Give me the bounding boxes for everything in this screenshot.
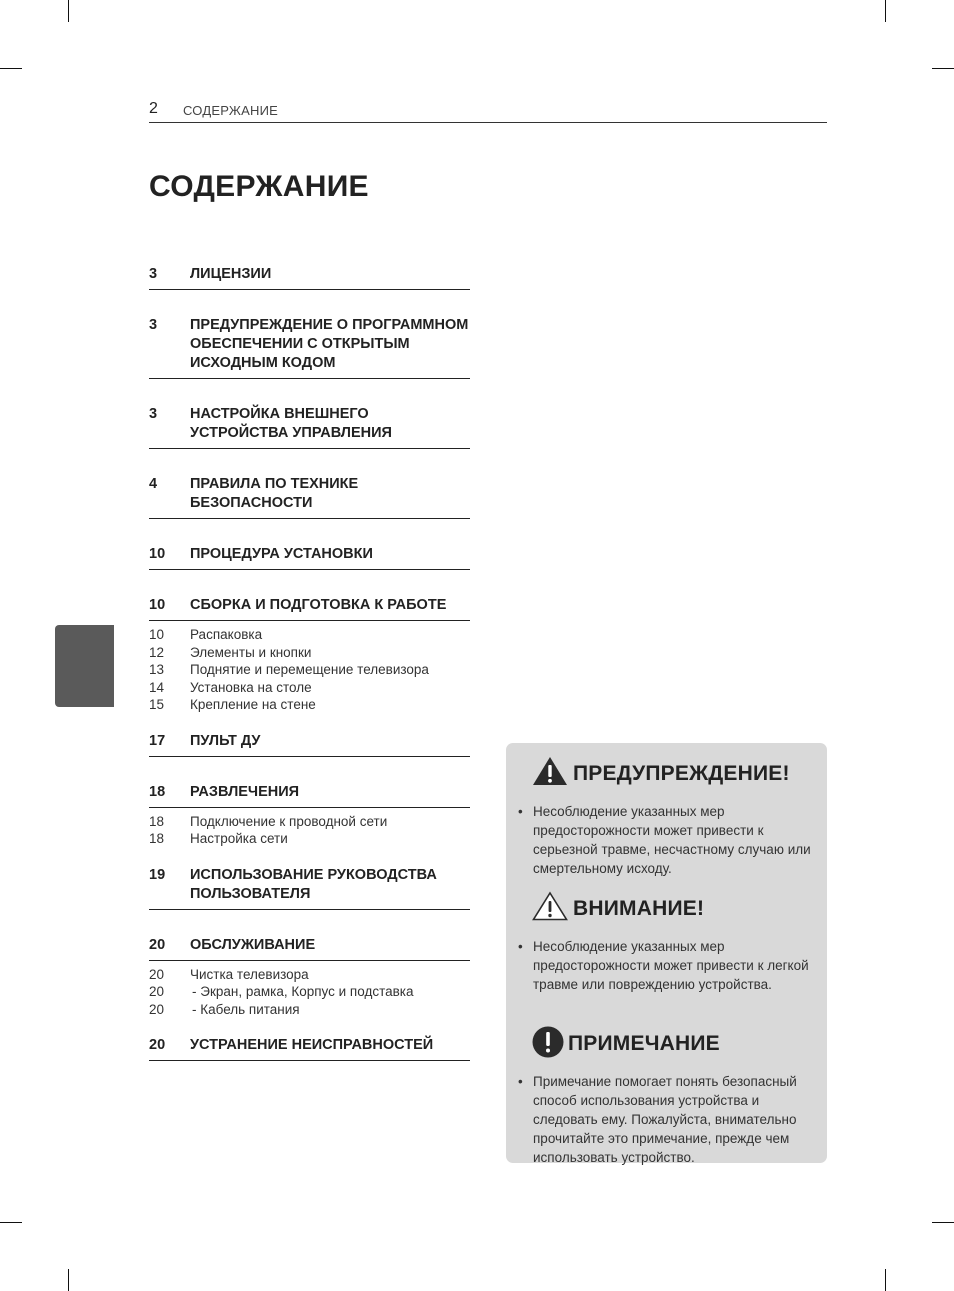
toc-sub-entry[interactable] — [149, 983, 470, 1001]
toc-entry-title: ОБСЛУЖИВАНИЕ — [190, 936, 316, 953]
toc-sub-list — [149, 961, 470, 1019]
toc-sub-page: 14 — [149, 679, 165, 695]
caution-section — [506, 891, 827, 994]
toc-entry[interactable] — [149, 866, 470, 910]
toc-entry-page: 20 — [149, 936, 166, 953]
toc-sub-page: 20 — [149, 984, 165, 999]
toc-sub-page: 10 — [149, 627, 165, 642]
toc-sub-title: Крепление на стене — [190, 697, 316, 712]
toc-sub-page: 20 — [149, 966, 165, 982]
toc-sub-entry[interactable] — [149, 966, 470, 984]
toc-sub-page: 13 — [149, 662, 165, 677]
toc-sub-title: Элементы и кнопки — [190, 644, 312, 660]
toc-sub-entry[interactable] — [149, 661, 470, 679]
toc-entry-title: ПРАВИЛА ПО ТЕХНИКЕ БЕЗОПАСНОСТИ — [190, 476, 359, 511]
toc-entry[interactable] — [149, 596, 470, 621]
toc-sub-list — [149, 621, 470, 714]
crop-mark — [932, 1222, 954, 1223]
note-title: ПРИМЕЧАНИЕ — [568, 1032, 720, 1055]
caution-title: ВНИМАНИЕ! — [573, 897, 705, 920]
toc-sub-entry[interactable] — [149, 644, 470, 662]
toc-entry[interactable] — [149, 475, 470, 519]
toc-sub-title: Распаковка — [190, 627, 263, 642]
toc-entry-title: УСТРАНЕНИЕ НЕИСПРАВНОСТЕЙ — [190, 1037, 434, 1053]
warning-title: ПРЕДУПРЕЖДЕНИЕ! — [573, 762, 790, 785]
toc-entry-title: ИСПОЛЬЗОВАНИЕ РУКОВОДСТВА ПОЛЬЗОВАТЕЛЯ — [190, 866, 437, 902]
crop-mark — [885, 1269, 886, 1291]
toc-sub-entry[interactable] — [149, 1001, 470, 1019]
page-title: СОДЕРЖАНИЕ — [149, 170, 369, 203]
toc-entry[interactable] — [149, 316, 470, 379]
toc-entry[interactable] — [149, 545, 470, 570]
toc-sub-entry[interactable] — [149, 626, 470, 644]
toc-entry[interactable] — [149, 732, 470, 757]
crop-mark — [885, 0, 886, 22]
crop-mark — [0, 1222, 22, 1223]
page-number: 2 — [149, 100, 158, 117]
toc-entry-page: 19 — [149, 866, 166, 883]
toc-entry-title: СБОРКА И ПОДГОТОВКА К РАБОТЕ — [190, 597, 447, 613]
crop-mark — [0, 68, 22, 69]
toc-sub-entry[interactable] — [149, 813, 470, 831]
toc-sub-page: 18 — [149, 813, 165, 829]
toc-sub-title: Поднятие и перемещение телевизора — [190, 662, 429, 677]
toc-entry-page: 10 — [149, 546, 166, 562]
caution-text: • Несоблюдение указанных мер предосторожности может привести к легкой травме или повреждению устройства. — [518, 939, 809, 992]
notice-box — [506, 743, 827, 1163]
toc-entry[interactable] — [149, 405, 470, 449]
toc-entry-title: НАСТРОЙКА ВНЕШНЕГО УСТРОЙСТВА УПРАВЛЕНИЯ — [190, 406, 392, 441]
toc-entry-page: 3 — [149, 317, 158, 333]
toc-entry-title: ПРЕДУПРЕЖДЕНИЕ О ПРОГРАММНОМ ОБЕСПЕЧЕНИИ С ОТКРЫТЫМ ИСХОДНЫМ КОДОМ — [190, 317, 469, 371]
toc-entry-page: 3 — [149, 406, 158, 422]
note-text: • Примечание помогает понять безопасный способ использования устройства и следовать ему. Пожалуйста, внимательно прочитайте это примечание, прежде чем использовать устройство. — [518, 1074, 797, 1165]
toc-entry[interactable] — [149, 1036, 470, 1061]
crop-mark — [932, 68, 954, 69]
toc-sub-page: 18 — [149, 831, 165, 846]
table-of-contents — [149, 265, 470, 1087]
crop-mark — [68, 1269, 69, 1291]
toc-sub-entry[interactable] — [149, 696, 470, 714]
toc-sub-title: Подключение к проводной сети — [190, 813, 388, 829]
page-header — [149, 100, 827, 123]
toc-sub-entry[interactable] — [149, 679, 470, 697]
crop-mark — [68, 0, 69, 22]
language-tab-label: Русский — [136, 634, 150, 683]
toc-entry[interactable] — [149, 783, 470, 808]
toc-entry-page: 4 — [149, 476, 158, 492]
caution-triangle-icon — [532, 891, 568, 921]
warning-text: • Несоблюдение указанных мер предосторожности может привести к серьезной травме, несчастному случаю или смертельному исходу. — [518, 804, 811, 876]
header-section-title: СОДЕРЖАНИЕ — [183, 103, 279, 118]
note-section — [506, 1026, 827, 1167]
warning-section — [506, 756, 827, 878]
warning-triangle-icon — [532, 756, 568, 786]
toc-entry-page: 17 — [149, 732, 166, 749]
toc-entry-title: ЛИЦЕНЗИИ — [190, 266, 272, 282]
toc-sub-page: 12 — [149, 644, 165, 660]
toc-sub-title: Настройка сети — [190, 831, 288, 846]
toc-sub-list — [149, 808, 470, 848]
toc-entry-page: 10 — [149, 597, 166, 613]
toc-entry-title: РАЗВЛЕЧЕНИЯ — [190, 783, 300, 800]
toc-sub-page: 20 — [149, 1001, 165, 1017]
toc-entry[interactable] — [149, 936, 470, 961]
language-tab — [55, 625, 150, 707]
toc-sub-title: - Экран, рамка, Корпус и подставка — [192, 984, 414, 999]
toc-entry-page: 18 — [149, 783, 166, 800]
toc-entry-page: 20 — [149, 1037, 166, 1053]
exclamation-circle-icon — [532, 1026, 564, 1058]
toc-entry[interactable] — [149, 265, 470, 290]
toc-sub-page: 15 — [149, 697, 165, 712]
toc-entry-page: 3 — [149, 266, 158, 282]
toc-entry-title: ПРОЦЕДУРА УСТАНОВКИ — [190, 546, 373, 562]
toc-entry-title: ПУЛЬТ ДУ — [190, 732, 261, 749]
toc-sub-title: - Кабель питания — [192, 1001, 300, 1017]
toc-sub-title: Установка на столе — [190, 679, 312, 695]
toc-sub-entry[interactable] — [149, 830, 470, 848]
toc-sub-title: Чистка телевизора — [190, 966, 309, 982]
